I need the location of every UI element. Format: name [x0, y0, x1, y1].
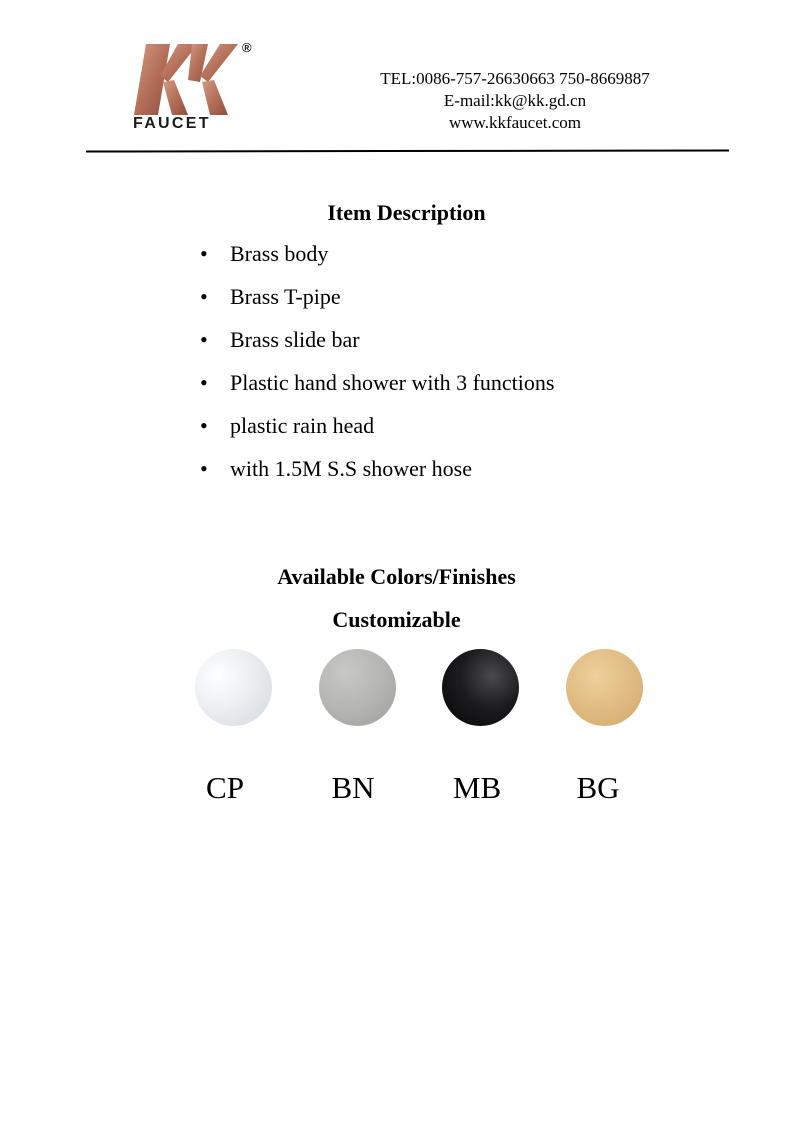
bullet: • — [200, 456, 208, 481]
registered-mark: ® — [242, 40, 252, 55]
company-logo — [130, 40, 255, 135]
customizable-subtitle: Customizable — [332, 607, 461, 632]
finish-code-bg: BG — [576, 770, 620, 805]
list-item-text: plastic rain head — [230, 413, 375, 438]
list-item-text: Brass slide bar — [230, 327, 360, 352]
bullet: • — [200, 241, 208, 266]
kk-letters-graphic — [130, 40, 240, 115]
bullet: • — [200, 327, 208, 352]
swatch-mb — [442, 649, 519, 726]
swatch-bg — [566, 649, 643, 726]
bullet: • — [200, 284, 208, 309]
swatch-cp — [195, 649, 272, 726]
list-item-text: Brass T-pipe — [230, 284, 341, 309]
list-item — [200, 281, 554, 324]
k2-lower-arm — [202, 80, 228, 115]
list-item — [200, 453, 554, 496]
bullet: • — [200, 370, 208, 395]
item-description-list — [200, 238, 554, 496]
finish-code-bn: BN — [331, 770, 375, 805]
bullet: • — [200, 413, 208, 438]
list-item — [200, 410, 554, 453]
contact-email: E-mail:kk@kk.gd.cn — [443, 91, 587, 110]
list-item — [200, 367, 554, 410]
list-item-text: with 1.5M S.S shower hose — [230, 456, 473, 481]
finish-code-cp: CP — [206, 770, 244, 805]
finish-code-mb: MB — [452, 770, 502, 805]
list-item-text: Brass body — [230, 241, 329, 266]
list-item-text: Plastic hand shower with 3 functions — [230, 370, 555, 395]
available-finishes-title: Available Colors/Finishes — [277, 564, 516, 589]
list-item — [200, 324, 554, 367]
item-description-title: Item Description — [327, 200, 486, 225]
logo-wordmark: FAUCET — [133, 115, 211, 132]
contact-block — [350, 68, 680, 134]
swatch-bn — [319, 649, 396, 726]
k1-lower-arm — [163, 80, 188, 115]
k1-stem — [134, 44, 170, 115]
header-divider — [86, 149, 729, 152]
contact-website: www.kkfaucet.com — [448, 113, 581, 132]
list-item — [200, 238, 554, 281]
contact-tel: TEL:0086-757-26630663 750-8669887 — [380, 69, 650, 88]
